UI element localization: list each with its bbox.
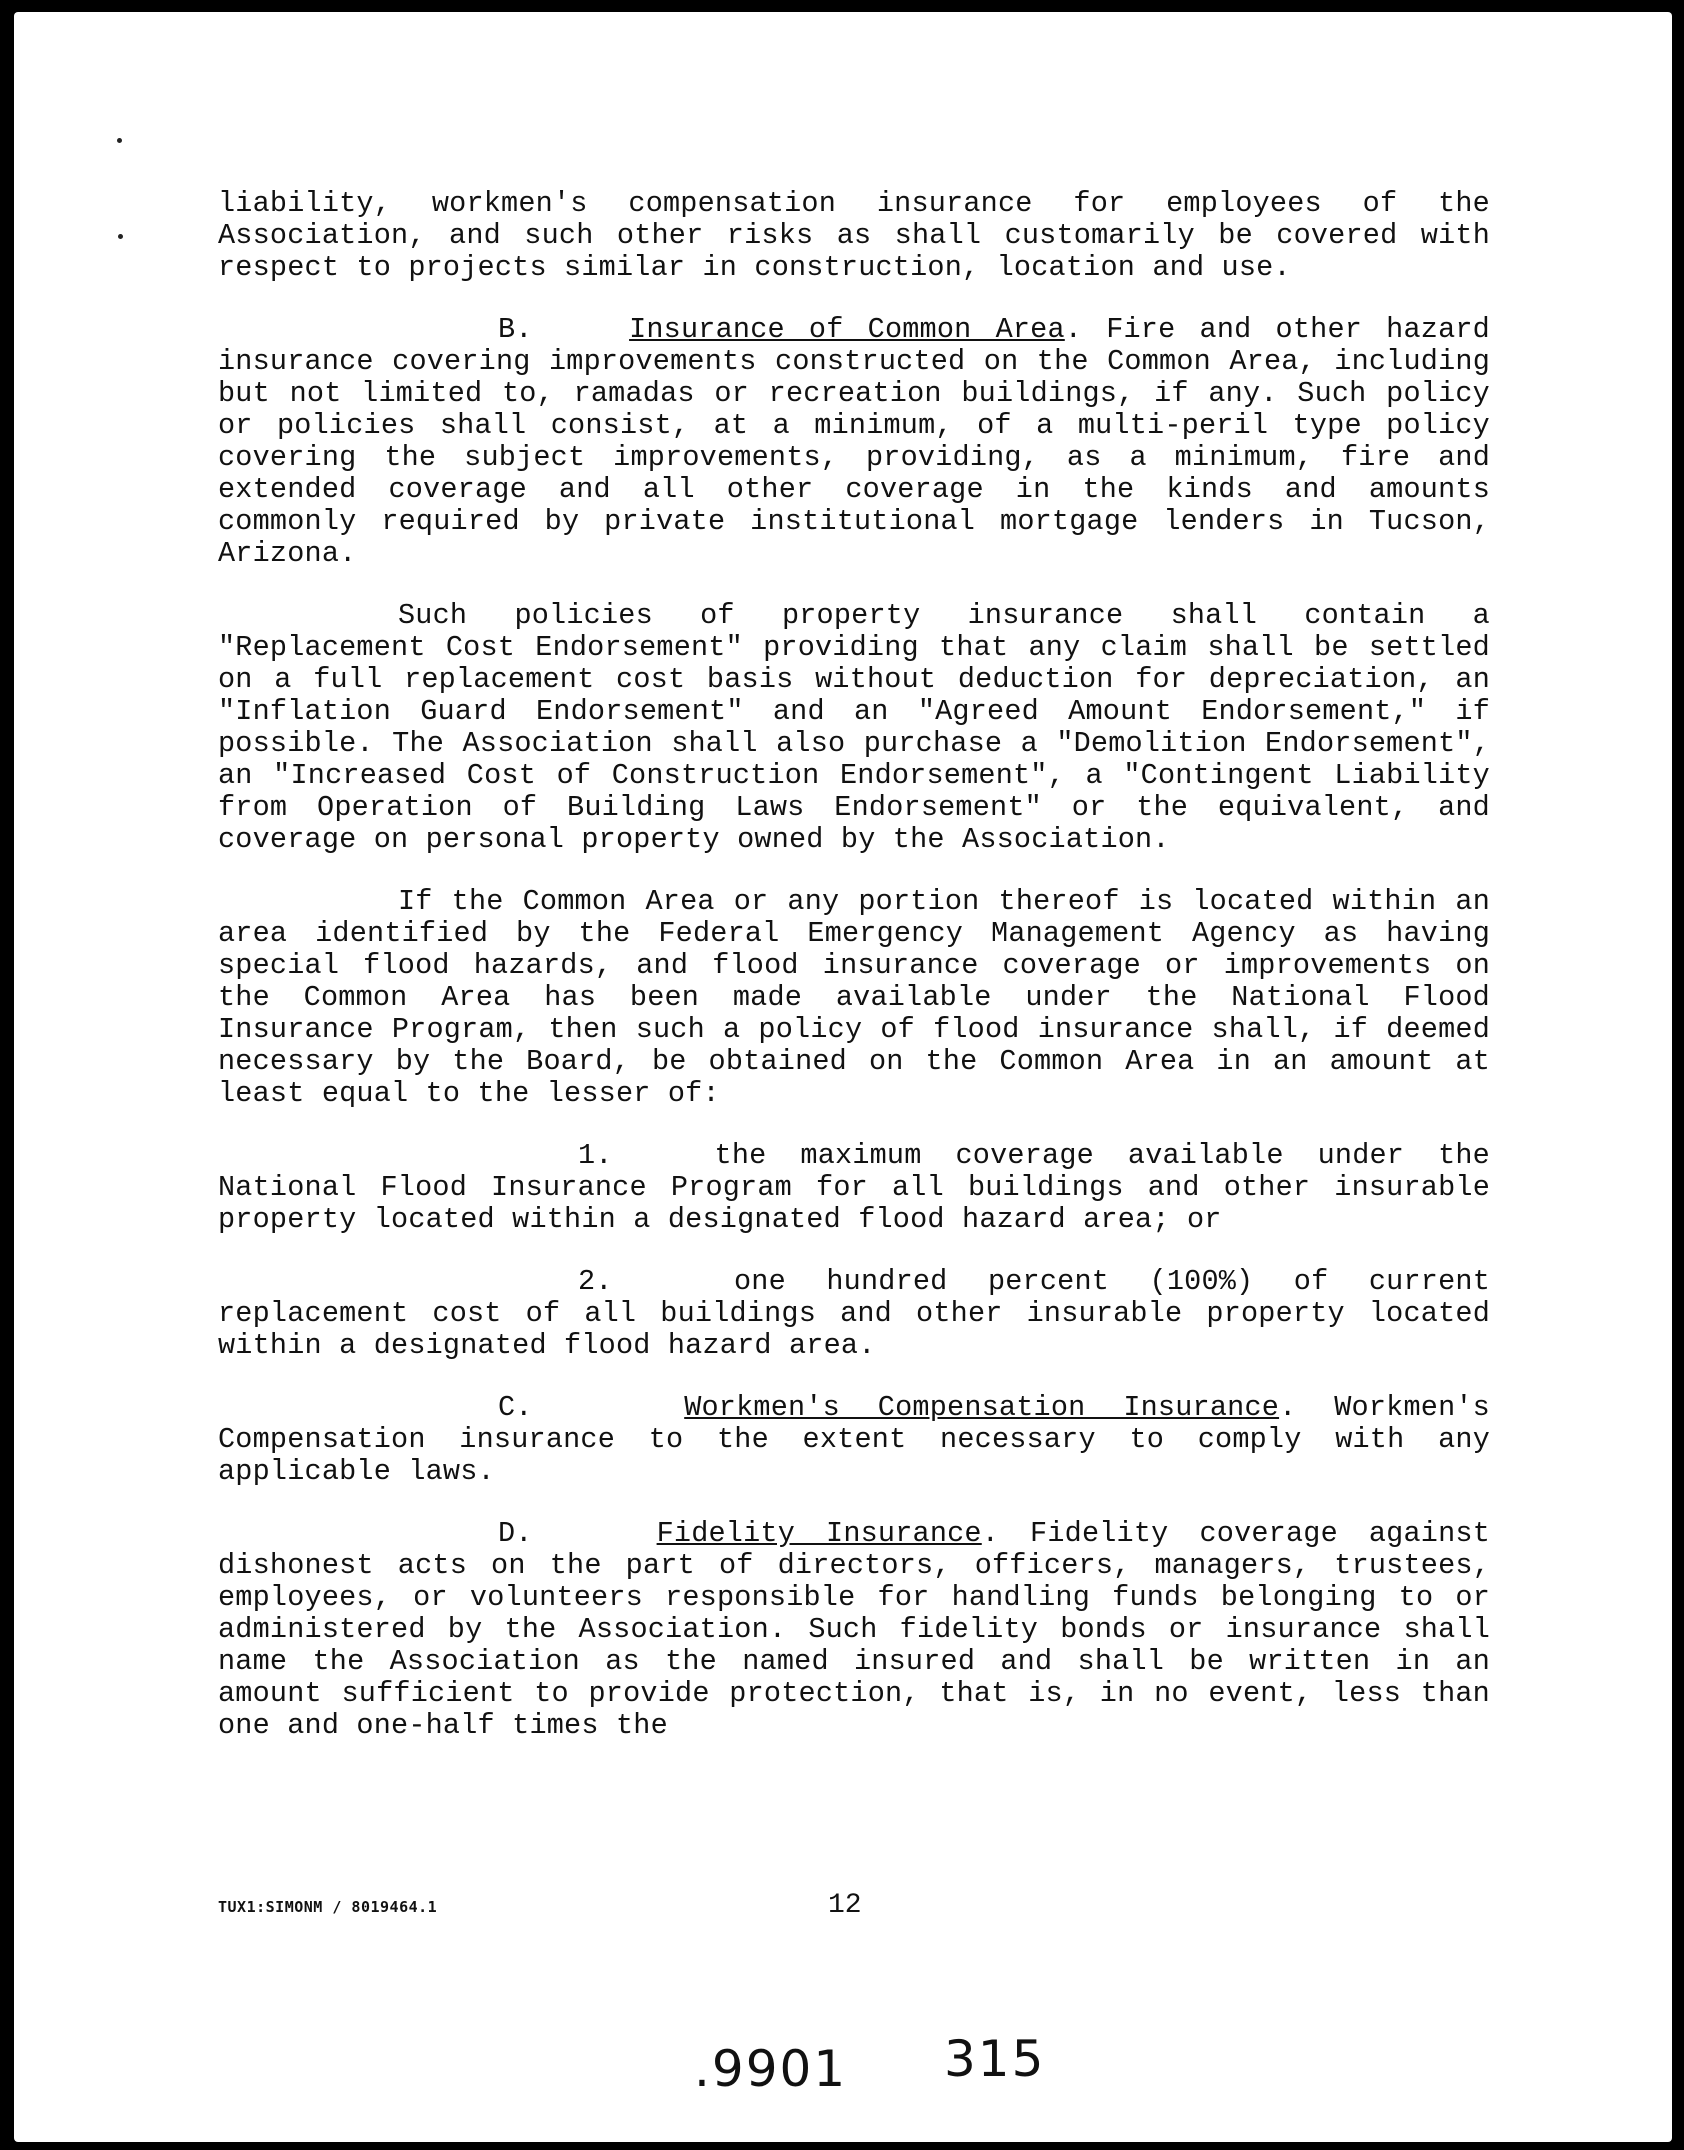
list-item-number: 2.	[578, 1265, 613, 1298]
section-label: D.	[498, 1517, 533, 1550]
bates-stamp-left: .9901	[694, 2040, 848, 2098]
list-item-2	[218, 1266, 1490, 1362]
paragraph-replacement-cost	[218, 600, 1490, 856]
page-number: 12	[828, 1890, 862, 1921]
section-heading: Fidelity Insurance	[656, 1517, 982, 1550]
paragraph-liability	[218, 188, 1490, 284]
section-d-fidelity-insurance	[218, 1518, 1490, 1742]
paragraph-text: Such policies of property insurance shall contain a "Replacement Cost Endorsement" providing that any claim shall be settled on a full replacement cost basis without deduction for depreciation, an "Inflation Guard Endorsement" and an "Agreed Amount Endorsement," if possible. The Association shall also purchase a "Demolition Endorsement", an "Increased Cost of Construction Endorsement", a "Contingent Liability from Operation of Building Laws Endorsement" or the equivalent, and coverage on personal property owned by the Association.	[218, 599, 1490, 856]
scan-speck	[118, 234, 123, 239]
section-b-insurance-of-common-area	[218, 314, 1490, 570]
list-item-number: 1.	[578, 1139, 613, 1172]
section-heading: Insurance of Common Area	[629, 313, 1065, 346]
paragraph-text: the maximum coverage available under the National Flood Insurance Program for all buildings and other insurable property located within a designated flood hazard area; or	[218, 1139, 1490, 1236]
paragraph-text: . Fidelity coverage against dishonest acts on the part of directors, officers, managers, trustees, employees, or volunteers responsible for handling funds belonging to or administered by the Association. Such fidelity bonds or insurance shall name the Association as the named insured and shall be written in an amount sufficient to provide protection, that is, in no event, less than one and one-half times the	[218, 1517, 1490, 1742]
section-label: B.	[498, 313, 533, 346]
section-c-workmens-compensation	[218, 1392, 1490, 1488]
bates-stamp-right: 315	[944, 2030, 1046, 2088]
paragraph-text: . Workmen's Compensation insurance to the extent necessary to comply with any applicable laws.	[218, 1391, 1490, 1488]
paragraph-text: liability, workmen's compensation insurance for employees of the Association, and such other risks as shall customarily be covered with respect to projects similar in construction, location and use.	[218, 187, 1490, 284]
list-item-1	[218, 1140, 1490, 1236]
paragraph-text: If the Common Area or any portion thereof is located within an area identified by the Federal Emergency Management Agency as having special flood hazards, and flood insurance coverage or improvements on the Common Area has been made available under the National Flood Insurance Program, then such a policy of flood insurance shall, if deemed necessary by the Board, be obtained on the Common Area in an amount at least equal to the lesser of:	[218, 885, 1490, 1110]
scan-speck	[117, 138, 122, 143]
paragraph-text: one hundred percent (100%) of current replacement cost of all buildings and other insurable property located within a designated flood hazard area.	[218, 1265, 1490, 1362]
paragraph-flood-insurance	[218, 886, 1490, 1110]
paragraph-text: . Fire and other hazard insurance covering improvements constructed on the Common Area, including but not limited to, ramadas or recreation buildings, if any. Such policy or policies shall consist, at a minimum, of a multi-peril type policy covering the subject improvements, providing, as a minimum, fire and extended coverage and all other coverage in the kinds and amounts commonly required by private institutional mortgage lenders in Tucson, Arizona.	[218, 313, 1490, 570]
section-label: C.	[498, 1391, 533, 1424]
footer-document-id: TUX1:SIMONM / 8019464.1	[218, 1898, 438, 1916]
section-heading: Workmen's Compensation Insurance	[684, 1391, 1280, 1424]
document-body	[218, 188, 1490, 1772]
